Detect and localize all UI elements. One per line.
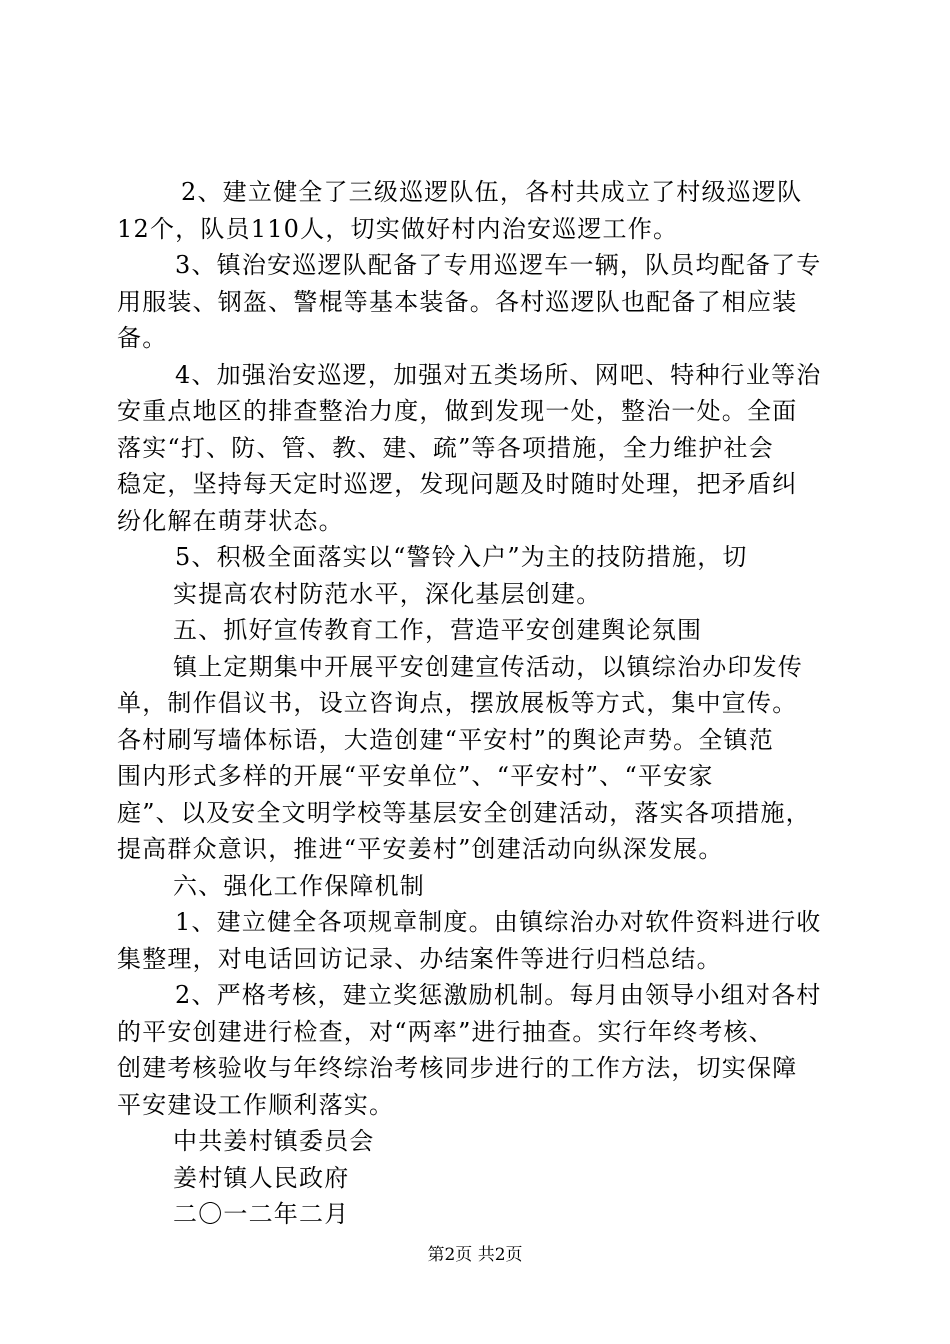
paragraph-line: 落实“打、防、管、教、建、疏”等各项措施，全力维护社会: [117, 433, 774, 462]
paragraph-line: 镇上定期集中开展平安创建宣传活动，以镇综治办印发传: [173, 652, 803, 681]
paragraph-line: 集整理，对电话回访记录、办结案件等进行归档总结。: [117, 944, 722, 973]
paragraph-line: 的平安创建进行检查，对“两率”进行抽查。实行年终考核、: [117, 1017, 774, 1046]
signature-organization: 中共姜村镇委员会: [173, 1127, 375, 1155]
paragraph-line: 提高群众意识，推进“平安姜村”创建活动向纵深发展。: [117, 835, 724, 863]
paragraph-line: 安重点地区的排查整治力度，做到发现一处，整治一处。全面: [117, 397, 798, 425]
paragraph-line: 实提高农村防范水平，深化基层创建。: [173, 579, 602, 608]
paragraph-line: 围内形式多样的开展“平安单位”、“平安村”、“平安家: [117, 762, 714, 790]
paragraph-line: 1、建立健全各项规章制度。由镇综治办对软件资料进行收: [175, 908, 822, 936]
paragraph-line: 2、建立健全了三级巡逻队伍，各村共成立了村级巡逻队: [181, 178, 803, 206]
paragraph-line: 创建考核验收与年终综治考核同步进行的工作方法，切实保障: [117, 1054, 798, 1082]
paragraph-line: 用服装、钢盔、警棍等基本装备。各村巡逻队也配备了相应装: [117, 287, 798, 316]
paragraph-line: 单，制作倡议书，设立咨询点，摆放展板等方式，集中宣传。: [117, 689, 798, 717]
section-heading: 五、抓好宣传教育工作，营造平安创建舆论氛围: [173, 616, 703, 644]
paragraph-line: 5、积极全面落实以“警铃入户”为主的技防措施，切: [175, 543, 748, 571]
paragraph-line: 稳定，坚持每天定时巡逻，发现问题及时随时处理，把矛盾纠: [117, 470, 798, 498]
paragraph-line: 各村刷写墙体标语，大造创建“平安村”的舆论声势。全镇范: [117, 725, 774, 754]
paragraph-line: 3、镇治安巡逻队配备了专用巡逻车一辆，队员均配备了专: [175, 251, 822, 279]
section-heading: 六、强化工作保障机制: [173, 871, 425, 900]
paragraph-line: 庭”、以及安全文明学校等基层安全创建活动，落实各项措施，: [117, 798, 811, 827]
paragraph-line: 12个，队员110人，切实做好村内治安巡逻工作。: [117, 214, 679, 243]
signature-date: 二〇一二年二月: [173, 1200, 350, 1228]
page-number-footer: 第2页 共2页: [427, 1245, 523, 1265]
document-body: [117, 174, 837, 1233]
paragraph-line: 平安建设工作顺利落实。: [117, 1090, 395, 1119]
paragraph-line: 备。: [117, 324, 168, 352]
signature-government: 姜村镇人民政府: [173, 1163, 350, 1192]
paragraph-line: 2、严格考核，建立奖惩激励机制。每月由领导小组对各村: [175, 981, 822, 1009]
paragraph-line: 纷化解在萌芽状态。: [117, 506, 344, 535]
paragraph-line: 4、加强治安巡逻，加强对五类场所、网吧、特种行业等治: [175, 360, 822, 389]
